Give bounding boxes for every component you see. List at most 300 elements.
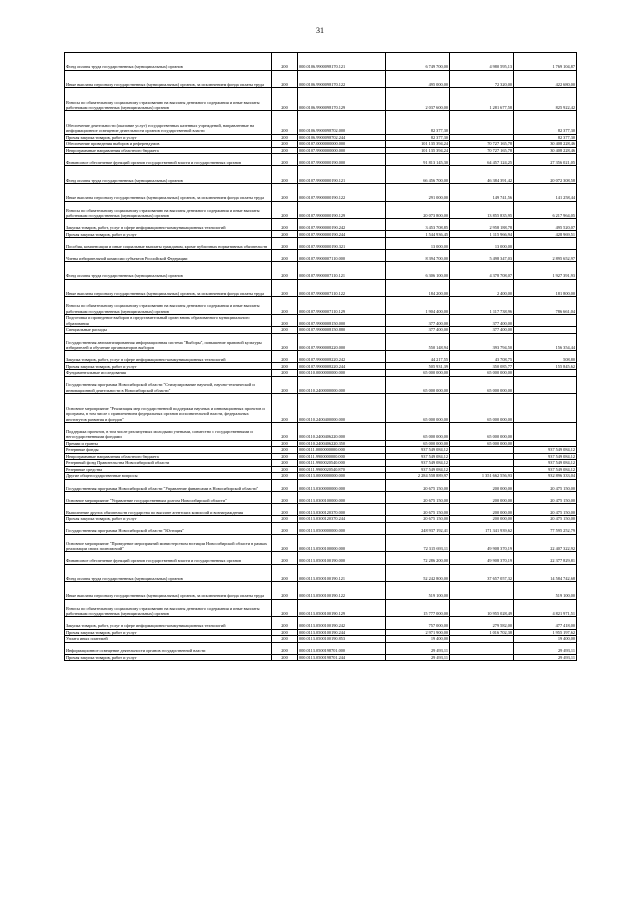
row-executed-cell: 46 384 391,42 bbox=[450, 166, 514, 184]
row-unexecuted-cell bbox=[514, 394, 577, 423]
row-budget-code-cell: 000.0107.9900000190.129 bbox=[298, 201, 386, 219]
row-budget-code-cell: 000.0113.0300000000.000 bbox=[298, 479, 386, 491]
row-line-code-cell: 200 bbox=[272, 642, 298, 654]
table-row bbox=[65, 219, 577, 231]
row-name-cell: Основное мероприятие "Управление государственным долгом Новосибирской области" bbox=[65, 491, 272, 503]
row-approved-cell: 1 904 400,00 bbox=[386, 297, 450, 315]
row-budget-code-cell: 000.0107.9900007110.129 bbox=[298, 297, 386, 315]
row-name-cell: Резервные фонды bbox=[65, 447, 272, 454]
row-executed-cell: 13 000,00 bbox=[450, 237, 514, 249]
row-name-cell: Резервные средства bbox=[65, 466, 272, 473]
row-unexecuted-cell: 22 407 322,92 bbox=[514, 534, 577, 552]
row-budget-code-cell: 000.0110.2400000000.000 bbox=[298, 376, 386, 394]
row-approved-cell: 15 777 000,00 bbox=[386, 599, 450, 617]
row-approved-cell: 937 549 084,12 bbox=[386, 453, 450, 460]
row-approved-cell: 91 813 145,30 bbox=[386, 154, 450, 166]
budget-execution-table bbox=[64, 52, 577, 661]
row-unexecuted-cell: 519 100,00 bbox=[514, 582, 577, 600]
row-approved-cell: 6 306 100,00 bbox=[386, 262, 450, 280]
row-name-cell: Закупка товаров, работ, услуг в сфере информационно-коммуникационных технологий bbox=[65, 219, 272, 231]
row-line-code-cell: 200 bbox=[272, 231, 298, 238]
row-executed-cell: 70 727 165,78 bbox=[450, 147, 514, 154]
row-line-code-cell: 200 bbox=[272, 447, 298, 454]
row-line-code-cell: 200 bbox=[272, 654, 298, 661]
row-budget-code-cell: 000.0110.2400400000.000 bbox=[298, 394, 386, 423]
row-unexecuted-cell: 428 969,51 bbox=[514, 231, 577, 238]
row-unexecuted-cell: 22 377 829,81 bbox=[514, 552, 577, 564]
row-name-cell: Прочая закупка товаров, работ и услуг bbox=[65, 231, 272, 238]
table-row bbox=[65, 154, 577, 166]
row-unexecuted-cell: 14 584 742,68 bbox=[514, 564, 577, 582]
row-budget-code-cell: 000.0113.0300100000.000 bbox=[298, 491, 386, 503]
row-approved-cell: 377 400,00 bbox=[386, 315, 450, 327]
row-approved-cell: 72 286 200,00 bbox=[386, 552, 450, 564]
row-unexecuted-cell: 29 493,11 bbox=[514, 654, 577, 661]
row-approved-cell: 3 453 708,85 bbox=[386, 219, 450, 231]
row-line-code-cell: 200 bbox=[272, 297, 298, 315]
row-name-cell: Прочая закупка товаров, работ и услуг bbox=[65, 654, 272, 661]
row-approved-cell: 20 073 800,00 bbox=[386, 201, 450, 219]
table-row bbox=[65, 534, 577, 552]
row-name-cell: Другие общегосударственные вопросы bbox=[65, 473, 272, 480]
row-unexecuted-cell: 20 072 308,58 bbox=[514, 166, 577, 184]
row-name-cell: Уплата иных платежей bbox=[65, 636, 272, 643]
table-row bbox=[65, 166, 577, 184]
row-executed-cell: 65 000 000,00 bbox=[450, 369, 514, 376]
row-line-code-cell: 200 bbox=[272, 504, 298, 516]
row-unexecuted-cell: 82 377,30 bbox=[514, 134, 577, 141]
row-name-cell: Прочая закупка товаров, работ и услуг bbox=[65, 629, 272, 636]
row-approved-cell: 65 000 000,00 bbox=[386, 422, 450, 440]
row-executed-cell: 65 000 000,00 bbox=[450, 422, 514, 440]
row-budget-code-cell: 000.0113.0500100190.244 bbox=[298, 629, 386, 636]
row-approved-cell: 44 217,55 bbox=[386, 351, 450, 363]
row-name-cell: Специальные расходы bbox=[65, 327, 272, 334]
row-budget-code-cell: 000.0107.9900000000.000 bbox=[298, 147, 386, 154]
row-budget-code-cell: 000.0113.0500100190.000 bbox=[298, 552, 386, 564]
row-budget-code-cell: 000.0106.9900098170.129 bbox=[298, 88, 386, 111]
row-executed-cell: 64 457 124,25 bbox=[450, 154, 514, 166]
row-name-cell: Закупка товаров, работ, услуг в сфере информационно-коммуникационных технологий bbox=[65, 617, 272, 629]
row-approved-cell: 20 675 150,00 bbox=[386, 479, 450, 491]
row-budget-code-cell: 000.0107.9900000190.244 bbox=[298, 231, 386, 238]
row-executed-cell: 1 281 677,58 bbox=[450, 88, 514, 111]
row-unexecuted-cell: 786 661,04 bbox=[514, 297, 577, 315]
row-budget-code-cell: 000.0113.0500100190.121 bbox=[298, 564, 386, 582]
row-unexecuted-cell: 30 408 228,46 bbox=[514, 141, 577, 148]
row-executed-cell: 200 000,00 bbox=[450, 516, 514, 523]
row-name-cell: Выполнение других обязательств государства по выплате агентских комиссий и вознаграждения bbox=[65, 504, 272, 516]
row-name-cell: Подготовка и проведение выборов в представительный орган вновь образованного муниципального образования bbox=[65, 315, 272, 327]
row-budget-code-cell: 000.0107.9900008150.000 bbox=[298, 315, 386, 327]
row-executed-cell bbox=[450, 111, 514, 134]
table-row bbox=[65, 479, 577, 491]
row-line-code-cell: 200 bbox=[272, 279, 298, 297]
row-line-code-cell: 200 bbox=[272, 201, 298, 219]
row-approved-cell: 19 400,00 bbox=[386, 636, 450, 643]
table-row bbox=[65, 184, 577, 202]
row-name-cell: Фонд оплаты труда государственных (муниципальных) органов bbox=[65, 53, 272, 71]
row-name-cell: Государственная программа Новосибирской области "Стимулирование научной, научно-технической и инновационной деятельности в Новосибирской области" bbox=[65, 376, 272, 394]
row-line-code-cell: 200 bbox=[272, 141, 298, 148]
row-approved-cell: 757 000,00 bbox=[386, 617, 450, 629]
row-approved-cell: 2 037 600,00 bbox=[386, 88, 450, 111]
row-line-code-cell: 200 bbox=[272, 534, 298, 552]
row-name-cell: Поддержка проектов, в том числе реализуемых молодыми учеными, совместно с государственными и негосударственными фондами bbox=[65, 422, 272, 440]
row-budget-code-cell: 000.0107.9900000190.122 bbox=[298, 184, 386, 202]
row-executed-cell: 1 351 662 556,93 bbox=[450, 473, 514, 480]
table-row bbox=[65, 250, 577, 262]
row-name-cell: Иные выплаты персоналу государственных (муниципальных) органов, за исключением фонда оплаты труда bbox=[65, 184, 272, 202]
row-approved-cell: 52 242 800,00 bbox=[386, 564, 450, 582]
row-executed-cell: 49 908 370,19 bbox=[450, 534, 514, 552]
row-line-code-cell: 200 bbox=[272, 184, 298, 202]
row-budget-code-cell: 000.0113.0500198701.000 bbox=[298, 642, 386, 654]
row-budget-code-cell: 000.0106.9900098702.000 bbox=[298, 111, 386, 134]
row-executed-cell: 171 341 939,62 bbox=[450, 522, 514, 534]
row-line-code-cell: 200 bbox=[272, 629, 298, 636]
table-row bbox=[65, 422, 577, 440]
row-unexecuted-cell: 1 769 104,87 bbox=[514, 53, 577, 71]
row-budget-code-cell: 000.0107.9900000190.000 bbox=[298, 154, 386, 166]
row-executed-cell bbox=[450, 582, 514, 600]
row-line-code-cell: 200 bbox=[272, 147, 298, 154]
row-budget-code-cell: 000.0107.0000000000.000 bbox=[298, 141, 386, 148]
row-unexecuted-cell: 27 356 021,05 bbox=[514, 154, 577, 166]
row-budget-code-cell: 000.0113.0500100000.000 bbox=[298, 534, 386, 552]
row-executed-cell: 200 000,00 bbox=[450, 479, 514, 491]
row-unexecuted-cell: 937 549 084,12 bbox=[514, 447, 577, 454]
row-line-code-cell: 200 bbox=[272, 134, 298, 141]
table-row bbox=[65, 376, 577, 394]
row-name-cell: Пособия, компенсации и иные социальные выплаты гражданам, кроме публичных нормативных обязательств bbox=[65, 237, 272, 249]
row-unexecuted-cell: 937 549 084,12 bbox=[514, 453, 577, 460]
row-line-code-cell: 200 bbox=[272, 88, 298, 111]
row-line-code-cell: 200 bbox=[272, 599, 298, 617]
row-approved-cell: 65 000 000,00 bbox=[386, 376, 450, 394]
row-executed-cell: 13 855 835,95 bbox=[450, 201, 514, 219]
row-name-cell: Резервный фонд Правительства Новосибирской области bbox=[65, 460, 272, 467]
row-unexecuted-cell: 422 680,00 bbox=[514, 70, 577, 88]
row-approved-cell: 2 971 900,00 bbox=[386, 629, 450, 636]
row-approved-cell: 101 135 394,24 bbox=[386, 141, 450, 148]
row-unexecuted-cell: 77 595 252,79 bbox=[514, 522, 577, 534]
table-row bbox=[65, 201, 577, 219]
row-executed-cell: 5 498 347,03 bbox=[450, 250, 514, 262]
row-line-code-cell: 200 bbox=[272, 473, 298, 480]
row-name-cell: Непрограммные направления областного бюджета bbox=[65, 147, 272, 154]
row-approved-cell: 65 000 000,00 bbox=[386, 369, 450, 376]
row-unexecuted-cell: 6 217 964,05 bbox=[514, 201, 577, 219]
row-line-code-cell: 200 bbox=[272, 460, 298, 467]
row-budget-code-cell: 000.0113.0300120370.244 bbox=[298, 516, 386, 523]
row-unexecuted-cell: 141 258,44 bbox=[514, 184, 577, 202]
row-unexecuted-cell bbox=[514, 376, 577, 394]
row-unexecuted-cell: 937 549 084,12 bbox=[514, 466, 577, 473]
row-name-cell: Финансовое обеспечение функций органов государственной власти и государственных органов bbox=[65, 154, 272, 166]
row-approved-cell: 65 000 000,00 bbox=[386, 440, 450, 447]
row-executed-cell: 279 582,00 bbox=[450, 617, 514, 629]
row-line-code-cell: 200 bbox=[272, 453, 298, 460]
row-approved-cell: 72 315 693,11 bbox=[386, 534, 450, 552]
row-name-cell: Закупка товаров, работ, услуг в сфере информационно-коммуникационных технологий bbox=[65, 351, 272, 363]
row-name-cell: Премии и гранты bbox=[65, 440, 272, 447]
row-executed-cell: 65 000 000,00 bbox=[450, 394, 514, 423]
table-row bbox=[65, 522, 577, 534]
row-approved-cell: 937 549 084,12 bbox=[386, 466, 450, 473]
row-approved-cell: 20 675 150,00 bbox=[386, 516, 450, 523]
row-budget-code-cell: 000.0106.9900098170.121 bbox=[298, 53, 386, 71]
row-unexecuted-cell: 20 475 150,00 bbox=[514, 491, 577, 503]
row-unexecuted-cell: 4 821 971,51 bbox=[514, 599, 577, 617]
row-unexecuted-cell: 2 895 652,97 bbox=[514, 250, 577, 262]
row-executed-cell: 4 980 595,13 bbox=[450, 53, 514, 71]
row-name-cell: Финансовое обеспечение функций органов государственной власти и государственных органов bbox=[65, 552, 272, 564]
row-budget-code-cell: 000.0110.2400406220.000 bbox=[298, 422, 386, 440]
table-row bbox=[65, 279, 577, 297]
row-approved-cell: 82 377,30 bbox=[386, 134, 450, 141]
row-approved-cell: 101 135 394,24 bbox=[386, 147, 450, 154]
row-budget-code-cell: 000.0113.0500100190.129 bbox=[298, 599, 386, 617]
row-executed-cell: 37 657 057,32 bbox=[450, 564, 514, 582]
row-budget-code-cell: 000.0113.0500100190.122 bbox=[298, 582, 386, 600]
row-approved-cell: 29 493,11 bbox=[386, 642, 450, 654]
row-approved-cell: 519 100,00 bbox=[386, 582, 450, 600]
row-name-cell: Взносы по обязательному социальному страхованию на выплаты денежного содержания и иные выплаты работникам государственных (муниципальных) органов bbox=[65, 88, 272, 111]
row-approved-cell: 377 400,00 bbox=[386, 327, 450, 334]
page-number: 31 bbox=[316, 26, 324, 35]
table-row bbox=[65, 88, 577, 111]
row-budget-code-cell: 000.0107.9900007110.121 bbox=[298, 262, 386, 280]
row-approved-cell: 29 493,11 bbox=[386, 654, 450, 661]
table-row bbox=[65, 491, 577, 503]
row-executed-cell: 393 794,50 bbox=[450, 333, 514, 351]
row-line-code-cell: 200 bbox=[272, 111, 298, 134]
row-approved-cell: 495 000,00 bbox=[386, 70, 450, 88]
row-line-code-cell: 200 bbox=[272, 522, 298, 534]
row-executed-cell bbox=[450, 654, 514, 661]
row-approved-cell: 937 549 084,12 bbox=[386, 447, 450, 454]
row-approved-cell: 65 000 000,00 bbox=[386, 394, 450, 423]
table-row bbox=[65, 333, 577, 351]
row-approved-cell: 20 675 150,00 bbox=[386, 504, 450, 516]
row-unexecuted-cell: 20 475 150,00 bbox=[514, 516, 577, 523]
row-unexecuted-cell: 1 955 197,62 bbox=[514, 629, 577, 636]
row-executed-cell: 72 320,00 bbox=[450, 70, 514, 88]
row-line-code-cell: 200 bbox=[272, 479, 298, 491]
row-name-cell: Информационное освещение деятельности органов государственной власти bbox=[65, 642, 272, 654]
row-line-code-cell: 200 bbox=[272, 327, 298, 334]
table-row bbox=[65, 599, 577, 617]
row-unexecuted-cell: 825 922,42 bbox=[514, 88, 577, 111]
table-row bbox=[65, 394, 577, 423]
row-name-cell: Фонд оплаты труда государственных (муниципальных) органов bbox=[65, 262, 272, 280]
row-line-code-cell: 200 bbox=[272, 422, 298, 440]
row-budget-code-cell: 000.0111.9900000000.000 bbox=[298, 453, 386, 460]
row-executed-cell: 200 000,00 bbox=[450, 504, 514, 516]
row-executed-cell: 65 000 000,00 bbox=[450, 440, 514, 447]
row-budget-code-cell: 000.0107.9900008150.880 bbox=[298, 327, 386, 334]
row-line-code-cell: 200 bbox=[272, 262, 298, 280]
row-name-cell: Государственная программа Новосибирской области "Управление финансами в Новосибирской области" bbox=[65, 479, 272, 491]
row-line-code-cell: 200 bbox=[272, 237, 298, 249]
row-unexecuted-cell bbox=[514, 237, 577, 249]
row-name-cell: Основное мероприятие "Реализация мер государственной поддержки научных и инновационных проектов и программ, в том числе с привлечением федеральных органов исполнительной власти, федеральных институтов развития и фондов" bbox=[65, 394, 272, 423]
row-unexecuted-cell: 495 520,07 bbox=[514, 219, 577, 231]
row-budget-code-cell: 000.0113.0500100190.853 bbox=[298, 636, 386, 643]
row-unexecuted-cell: 20 475 150,00 bbox=[514, 479, 577, 491]
row-budget-code-cell: 000.0111.9900020540.870 bbox=[298, 466, 386, 473]
row-unexecuted-cell: 156 354,44 bbox=[514, 333, 577, 351]
row-executed-cell: 350 085,77 bbox=[450, 363, 514, 370]
row-name-cell: Взносы по обязательному социальному страхованию на выплаты денежного содержания и иные выплаты работникам государственных (муниципальных) органов bbox=[65, 201, 272, 219]
row-unexecuted-cell bbox=[514, 315, 577, 327]
row-budget-code-cell: 000.0107.9900000190.242 bbox=[298, 219, 386, 231]
row-name-cell: Иные выплаты персоналу государственных (муниципальных) органов, за исключением фонда оплаты труда bbox=[65, 70, 272, 88]
row-executed-cell: 1 115 966,94 bbox=[450, 231, 514, 238]
table-row bbox=[65, 53, 577, 71]
row-line-code-cell: 200 bbox=[272, 166, 298, 184]
row-unexecuted-cell: 932 896 333,04 bbox=[514, 473, 577, 480]
row-approved-cell: 248 937 192,41 bbox=[386, 522, 450, 534]
row-executed-cell: 4 378 708,07 bbox=[450, 262, 514, 280]
table-row bbox=[65, 582, 577, 600]
row-name-cell: Обеспечение проведения выборов и референдумов bbox=[65, 141, 272, 148]
row-approved-cell: 66 456 700,00 bbox=[386, 166, 450, 184]
row-line-code-cell: 200 bbox=[272, 351, 298, 363]
row-line-code-cell: 200 bbox=[272, 219, 298, 231]
table-row bbox=[65, 315, 577, 327]
row-name-cell: Прочая закупка товаров, работ и услуг bbox=[65, 516, 272, 523]
table-row bbox=[65, 617, 577, 629]
row-line-code-cell: 200 bbox=[272, 363, 298, 370]
row-line-code-cell: 200 bbox=[272, 552, 298, 564]
row-unexecuted-cell: 477 418,00 bbox=[514, 617, 577, 629]
row-line-code-cell: 200 bbox=[272, 394, 298, 423]
row-name-cell: Иные выплаты персоналу государственных (муниципальных) органов, за исключением фонда оплаты труда bbox=[65, 279, 272, 297]
table-row bbox=[65, 262, 577, 280]
table-row bbox=[65, 147, 577, 154]
row-executed-cell: 65 000 000,00 bbox=[450, 376, 514, 394]
row-unexecuted-cell: 19 400,00 bbox=[514, 636, 577, 643]
row-executed-cell: 70 727 165,78 bbox=[450, 141, 514, 148]
table-row bbox=[65, 504, 577, 516]
row-approved-cell: 1 544 936,45 bbox=[386, 231, 450, 238]
row-approved-cell: 6 749 700,00 bbox=[386, 53, 450, 71]
row-budget-code-cell: 000.0107.9900008220.244 bbox=[298, 363, 386, 370]
table-row bbox=[65, 111, 577, 134]
row-line-code-cell: 200 bbox=[272, 440, 298, 447]
row-line-code-cell: 200 bbox=[272, 376, 298, 394]
row-budget-code-cell: 000.0111.0000000000.000 bbox=[298, 447, 386, 454]
row-approved-cell: 2 284 558 889,97 bbox=[386, 473, 450, 480]
row-budget-code-cell: 000.0106.9900098702.244 bbox=[298, 134, 386, 141]
row-approved-cell: 505 931,39 bbox=[386, 363, 450, 370]
table-row bbox=[65, 297, 577, 315]
row-approved-cell: 82 377,30 bbox=[386, 111, 450, 134]
row-budget-code-cell: 000.0107.9900000190.121 bbox=[298, 166, 386, 184]
row-executed-cell: 1 016 702,38 bbox=[450, 629, 514, 636]
row-executed-cell: 10 955 028,49 bbox=[450, 599, 514, 617]
row-line-code-cell: 200 bbox=[272, 491, 298, 503]
row-budget-code-cell: 000.0106.9900098170.122 bbox=[298, 70, 386, 88]
row-name-cell: Взносы по обязательному социальному страхованию на выплаты денежного содержания и иные выплаты работникам государственных (муниципальных) органов bbox=[65, 599, 272, 617]
row-budget-code-cell: 000.0110.2400406220.350 bbox=[298, 440, 386, 447]
row-unexecuted-cell: 155 845,62 bbox=[514, 363, 577, 370]
table-row bbox=[65, 237, 577, 249]
row-executed-cell: 49 908 370,19 bbox=[450, 552, 514, 564]
row-name-cell: Фундаментальные исследования bbox=[65, 369, 272, 376]
row-name-cell: Государственная автоматизированная информационная система "Выборы", повышение правовой культуры избирателей и обучение организаторов выборов bbox=[65, 333, 272, 351]
row-executed-cell bbox=[450, 642, 514, 654]
row-unexecuted-cell: 29 493,11 bbox=[514, 642, 577, 654]
row-executed-cell: 2 958 188,78 bbox=[450, 219, 514, 231]
row-approved-cell: 8 394 700,00 bbox=[386, 250, 450, 262]
row-budget-code-cell: 000.0113.0000000000.000 bbox=[298, 473, 386, 480]
row-executed-cell: 200 000,00 bbox=[450, 491, 514, 503]
row-budget-code-cell: 000.0107.9900008220.242 bbox=[298, 351, 386, 363]
row-name-cell: Обеспечение деятельности (оказание услуг) государственных казенных учреждений, направленные на информационное освещение деятельности органов государственной власти bbox=[65, 111, 272, 134]
row-executed-cell: 1 117 738,96 bbox=[450, 297, 514, 315]
row-unexecuted-cell bbox=[514, 422, 577, 440]
row-executed-cell: 377 400,00 bbox=[450, 315, 514, 327]
row-approved-cell: 550 148,94 bbox=[386, 333, 450, 351]
row-unexecuted-cell: 82 377,30 bbox=[514, 111, 577, 134]
row-name-cell: Члены избирательной комиссии субъектов Российской Федерации bbox=[65, 250, 272, 262]
row-budget-code-cell: 000.0107.9900007110.000 bbox=[298, 250, 386, 262]
table-row bbox=[65, 70, 577, 88]
row-approved-cell: 937 549 084,12 bbox=[386, 460, 450, 467]
row-budget-code-cell: 000.0113.0500198701.244 bbox=[298, 654, 386, 661]
row-budget-code-cell: 000.0113.0500000000.000 bbox=[298, 522, 386, 534]
row-unexecuted-cell: 937 549 084,12 bbox=[514, 460, 577, 467]
row-executed-cell: 149 741,56 bbox=[450, 184, 514, 202]
row-line-code-cell: 200 bbox=[272, 315, 298, 327]
row-unexecuted-cell: 181 800,00 bbox=[514, 279, 577, 297]
row-line-code-cell: 200 bbox=[272, 636, 298, 643]
row-executed-cell: 2 400,00 bbox=[450, 279, 514, 297]
row-line-code-cell: 200 bbox=[272, 516, 298, 523]
row-line-code-cell: 200 bbox=[272, 250, 298, 262]
row-name-cell: Основное мероприятие "Проведение мероприятий министерством юстиции Новосибирской области в рамках реализации своих полномочий" bbox=[65, 534, 272, 552]
row-executed-cell: 43 708,75 bbox=[450, 351, 514, 363]
row-name-cell: Иные выплаты персоналу государственных (муниципальных) органов, за исключением фонда оплаты труда bbox=[65, 582, 272, 600]
row-executed-cell: 377 400,00 bbox=[450, 327, 514, 334]
table-row bbox=[65, 642, 577, 654]
row-approved-cell: 20 675 150,00 bbox=[386, 491, 450, 503]
row-name-cell: Прочая закупка товаров, работ и услуг bbox=[65, 363, 272, 370]
row-budget-code-cell: 000.0111.9900020540.000 bbox=[298, 460, 386, 467]
table-row bbox=[65, 654, 577, 661]
row-unexecuted-cell: 20 475 150,00 bbox=[514, 504, 577, 516]
row-line-code-cell: 200 bbox=[272, 333, 298, 351]
row-budget-code-cell: 000.0107.9900008220.000 bbox=[298, 333, 386, 351]
row-unexecuted-cell: 30 408 228,46 bbox=[514, 147, 577, 154]
row-name-cell: Фонд оплаты труда государственных (муниципальных) органов bbox=[65, 166, 272, 184]
table-row bbox=[65, 351, 577, 363]
row-budget-code-cell: 000.0107.9900007110.122 bbox=[298, 279, 386, 297]
row-name-cell: Взносы по обязательному социальному страхованию на выплаты денежного содержания и иные выплаты работникам государственных (муниципальных) органов bbox=[65, 297, 272, 315]
row-line-code-cell: 200 bbox=[272, 617, 298, 629]
row-unexecuted-cell: 508,80 bbox=[514, 351, 577, 363]
row-line-code-cell: 200 bbox=[272, 70, 298, 88]
row-approved-cell: 184 200,00 bbox=[386, 279, 450, 297]
row-name-cell: Фонд оплаты труда государственных (муниципальных) органов bbox=[65, 564, 272, 582]
table-row bbox=[65, 552, 577, 564]
row-name-cell: Государственная программа Новосибирской области "Юстиция" bbox=[65, 522, 272, 534]
row-unexecuted-cell: 1 927 391,93 bbox=[514, 262, 577, 280]
row-line-code-cell: 200 bbox=[272, 369, 298, 376]
